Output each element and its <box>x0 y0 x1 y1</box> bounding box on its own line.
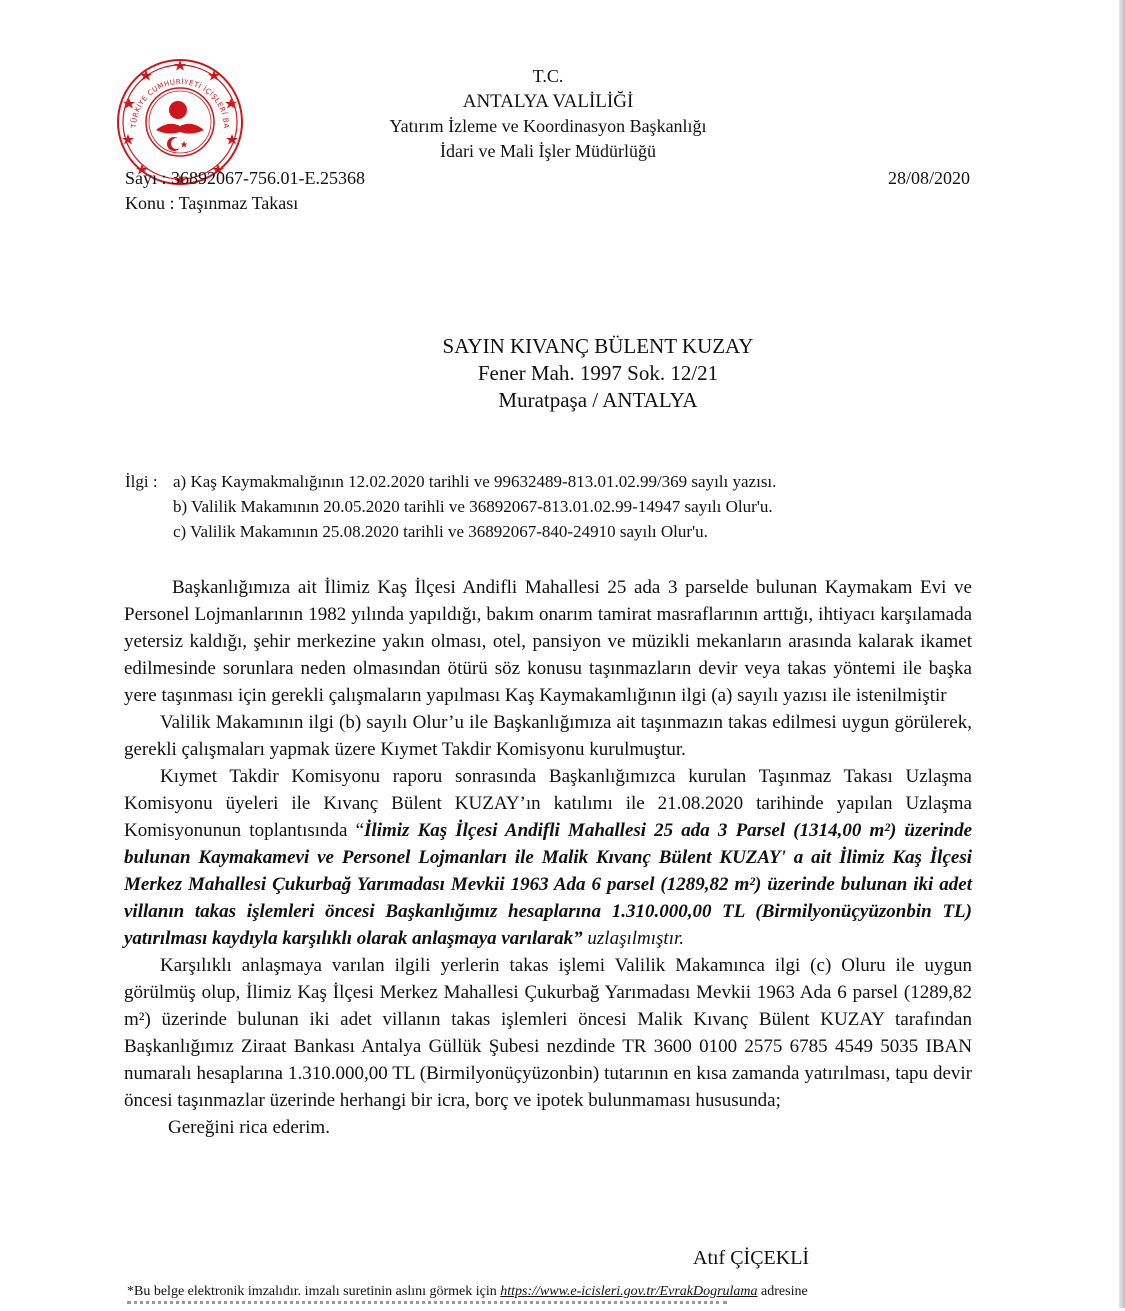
paragraph-2: Valilik Makamının ilgi (b) sayılı Olur’u ile Başkanlığımıza ait taşınmazın takas edilmesi uygun görülerek, gerekli çalışmaları yapmak üzere Kıymet Takdir Komisyonu kurulmuştur. <box>124 712 972 760</box>
footnote-prefix: *Bu belge elektronik imzalıdır. imzalı suretinin aslını görmek için <box>127 1284 501 1299</box>
recipient-address-line1: Fener Mah. 1997 Sok. 12/21 <box>477 361 719 385</box>
paragraph-1: Başkanlığımıza ait İlimiz Kaş İlçesi Andifli Mahallesi 25 ada 3 parselde bulunan Kaymakam Evi ve Personel Lojmanlarının 1982 yılında yapıldığı, bakım onarım tamirat masraflarının arttığı, ihtiyacı karşılamada yetersiz kaldığı, şehir merkezine yakın olması, otel, pansiyon ve müzikli mekanların arasında kalarak ikamet edilmesinde sorunlara neden olmasından ötürü söz konusu taşınmazların devir veya takas yöntemi ile başka yere taşınması için gerekli çalışmaların yapılması Kaş Kaymakamlığının ilgi (a) sayılı yazısı ile istenilmiştir <box>124 577 972 706</box>
reference-number: Sayı : 36892067-756.01-E.25368 <box>125 168 365 188</box>
closing-line: Gereğini rica ederim. <box>168 1117 330 1138</box>
recipient-address-line2: Muratpaşa / ANTALYA <box>498 388 698 412</box>
header-governorship: ANTALYA VALİLİĞİ <box>462 91 634 112</box>
page-edge-shadow <box>1119 0 1125 1308</box>
verification-link[interactable]: https://www.e-icisleri.gov.tr/EvrakDogrulama <box>500 1284 758 1299</box>
recipient-block <box>300 333 896 414</box>
paragraph-3 <box>124 763 972 952</box>
seal-text: TÜRKİYE CUMHURİYETİ İÇİŞLERİ BA <box>129 77 231 129</box>
reference-line <box>125 166 970 190</box>
references-label: İlgi : <box>125 472 158 491</box>
document-date: 28/08/2020 <box>887 168 970 188</box>
recipient-name: SAYIN KIVANÇ BÜLENT KUZAY <box>442 334 754 358</box>
reference-item-c: c) Valilik Makamının 25.08.2020 tarihli ve 36892067-840-24910 sayılı Olur'u. <box>173 522 708 541</box>
reference-item-b: b) Valilik Makamının 20.05.2020 tarihli ve 36892067-813.01.02.99-14947 sayılı Olur'u. <box>173 497 773 516</box>
header-directorate: İdari ve Mali İşler Müdürlüğü <box>440 141 656 161</box>
signer-name: Atıf ÇİÇEKLİ <box>693 1247 810 1269</box>
paragraph-3-conclusion: uzlaşılmıştır. <box>582 928 685 949</box>
subject-line: Konu : Taşınmaz Takası <box>125 193 299 213</box>
footnote <box>127 1283 957 1301</box>
header-presidency: Yatırım İzleme ve Koordinasyon Başkanlığı <box>389 116 707 136</box>
paragraph-3-intro: Kıymet Takdir Komisyonu raporu sonrasında Başkanlığımızca kurulan Taşınmaz Takası Uzlaşma Komisyonu üyeleri ile Kıvanç Bülent KUZAY’ın katılımı ile 21.08.2020 tarihinde yapılan Uzlaşma Komisyonunun toplantısında “ <box>124 766 972 841</box>
reference-item-a: a) Kaş Kaymakmalığının 12.02.2020 tarihli ve 99632489-813.01.02.99/369 sayılı yazısı. <box>173 472 777 491</box>
paragraph-4: Karşılıklı anlaşmaya varılan ilgili yerlerin takas işlemi Valilik Makamınca ilgi (c) Oluru ile uygun görülmüş olup, İlimiz Kaş İlçesi Merkez Mahallesi Çukurbağ Yarımadası Mevkii 1963 Ada 6 parsel (1289,82 m²) üzerinde bulunan iki adet villanın takas işlemleri öncesi Malik Kıvanç Bülent KUZAY tarafından Başkanlığımız Ziraat Bankası Antalya Güllük Şubesi nezdinde TR 3600 0100 2575 6785 4549 5035 IBAN numaralı hesaplarına 1.310.000,00 TL (Birmilyonüçyüzonbin) tutarının en kısa zamanda yatırılması, tapu devir öncesi taşınmazlar üzerinde herhangi bir icra, borç ve ipotek bulunmaması hususunda; <box>124 955 972 1111</box>
letter-body <box>124 574 972 1141</box>
letterhead <box>300 64 796 164</box>
agreement-quote: İlimiz Kaş İlçesi Andifli Mahallesi 25 ada 3 Parsel (1314,00 m²) üzerinde bulunan Kaymakamevi ve Personel Lojmanları ile Malik Kıvanç Bülent KUZAY' a ait İlimiz Kaş İlçesi Merkez Mahallesi Çukurbağ Yarımadası Mevkii 1963 Ada 6 parsel (1289,82 m²) üzerinde bulunan iki adet villanın takas işlemleri öncesi Başkanlığımız hesaplarına 1.310.000,00 TL (Birmilyonüçyüzonbin TL) yatırılması kaydıyla karşılıklı olarak anlaşmaya varılarak” <box>124 820 973 949</box>
footnote-cut-off-line <box>127 1301 727 1311</box>
header-tc: T.C. <box>532 66 564 86</box>
references-block <box>125 469 925 544</box>
footnote-suffix: adresine <box>757 1284 808 1299</box>
